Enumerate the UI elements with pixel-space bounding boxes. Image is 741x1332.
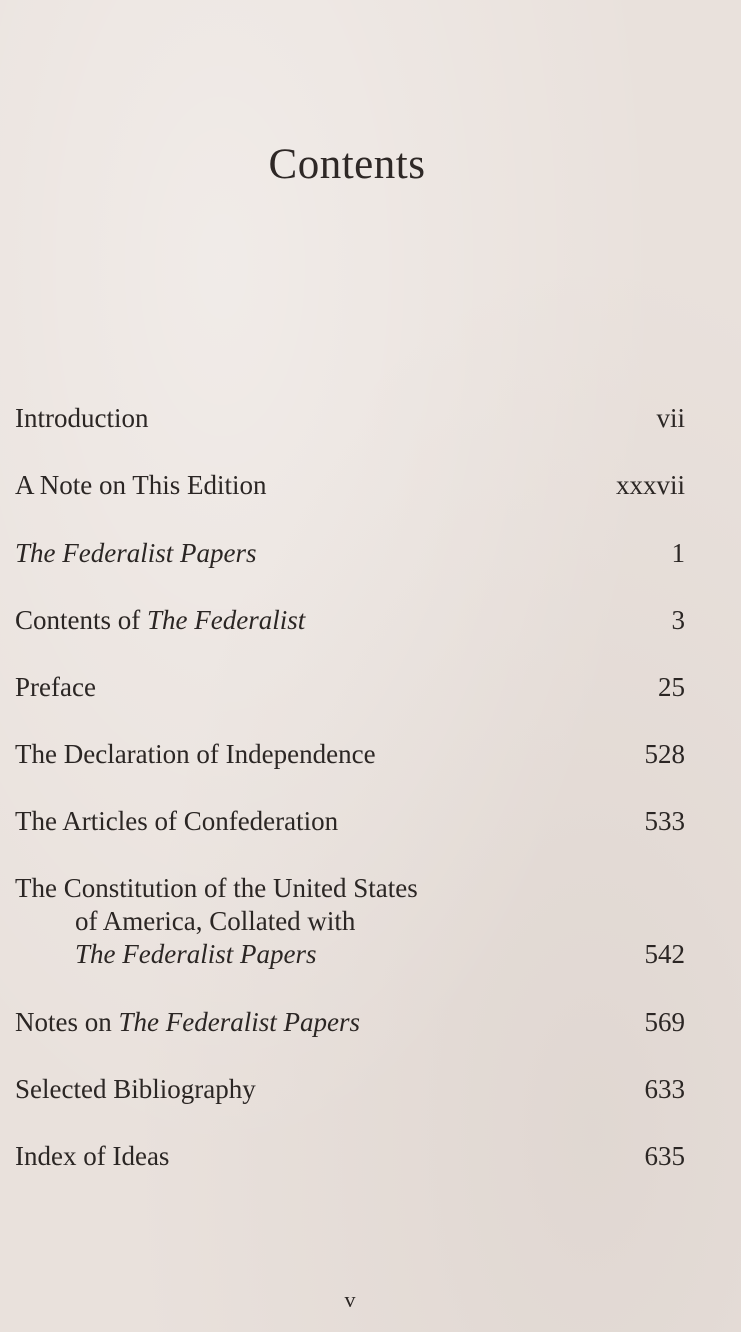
toc-entry-page: xxxvii: [615, 470, 685, 500]
toc-entry-line: The Federalist Papers: [75, 939, 317, 969]
toc-entry-note-on-edition: [15, 469, 685, 502]
toc-entry-label-italic: The Federalist: [147, 605, 306, 635]
toc-entry-page: 569: [644, 1007, 685, 1037]
toc-entry-label-prefix: Contents of: [15, 605, 147, 635]
toc-entry-line: The Constitution of the United States: [15, 873, 418, 903]
toc-entry-label: Index of Ideas: [15, 1141, 170, 1171]
toc-entry-label: The Federalist Papers: [15, 538, 257, 568]
toc-entry-label: Selected Bibliography: [15, 1074, 256, 1104]
toc-entry-label: [15, 604, 575, 637]
toc-entry-page: 533: [644, 806, 685, 836]
toc-entry-label-prefix: Notes on: [15, 1007, 119, 1037]
toc-entry-page: vii: [656, 403, 685, 433]
toc-entry-label: Introduction: [15, 403, 149, 433]
page-number-folio: v: [344, 1287, 356, 1312]
toc-entry-label: A Note on This Edition: [15, 470, 267, 500]
toc-entry-label: The Articles of Confederation: [15, 806, 339, 836]
toc-entry-notes: [15, 1006, 685, 1039]
toc-entry-bibliography: [15, 1073, 685, 1106]
toc-entry-articles: [15, 805, 685, 838]
toc-entry-federalist-papers: [15, 537, 685, 570]
toc-entry-introduction: [15, 402, 685, 435]
toc-entry-page: 1: [671, 538, 685, 568]
toc-entry-label-italic: The Federalist Papers: [118, 1007, 360, 1037]
toc-entry-line: of America, Collated with: [75, 906, 356, 936]
toc-entry-page: 635: [644, 1141, 685, 1171]
page-title: Contents: [268, 141, 426, 188]
toc-entry-page: 542: [644, 939, 685, 969]
toc-entry-label: The Declaration of Independence: [15, 739, 376, 769]
toc-entry-page: 528: [644, 739, 685, 769]
toc-entry-page: 633: [644, 1074, 685, 1104]
toc-entry-declaration: [15, 738, 685, 771]
toc-entry-page: 25: [658, 672, 685, 702]
toc-entry-contents-of-federalist: [15, 604, 685, 637]
toc-entry-label: Preface: [15, 672, 96, 702]
toc-entry-page: 3: [671, 605, 685, 635]
toc-entry-label: [15, 872, 685, 971]
toc-entry-label: [15, 1006, 575, 1039]
toc-entry-preface: [15, 671, 685, 704]
toc-entry-constitution: [15, 872, 685, 971]
toc-entry-index: [15, 1140, 685, 1173]
